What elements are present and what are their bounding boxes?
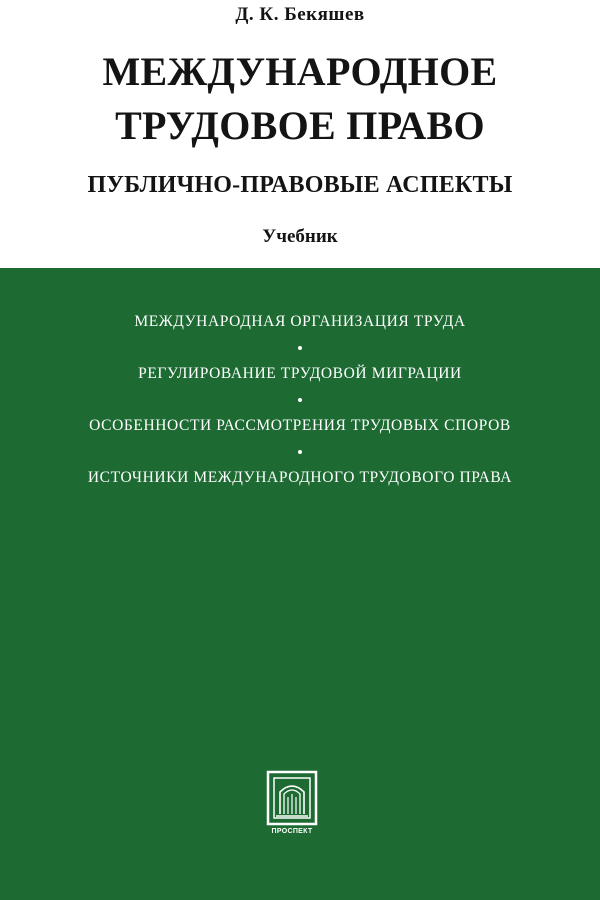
book-title-line-1: МЕЖДУНАРОДНОЕ — [102, 49, 498, 94]
bullet-separator-icon — [0, 332, 600, 364]
book-genre: Учебник — [262, 226, 338, 247]
bullet-separator-icon — [0, 384, 600, 416]
cover-green-panel — [0, 268, 600, 900]
book-subtitle: ПУБЛИЧНО-ПРАВОВЫЕ АСПЕКТЫ — [87, 172, 513, 198]
publisher-logo — [262, 768, 322, 840]
bullet-separator-icon — [0, 436, 600, 468]
publisher-building-icon — [262, 768, 322, 828]
topic-item: МЕЖДУНАРОДНАЯ ОРГАНИЗАЦИЯ ТРУДА — [134, 313, 466, 330]
author-name: Д. К. Бекяшев — [235, 4, 365, 25]
cover-header — [0, 0, 600, 268]
publisher-name: ПРОСПЕКТ — [271, 828, 313, 835]
topic-item: РЕГУЛИРОВАНИЕ ТРУДОВОЙ МИГРАЦИИ — [138, 365, 462, 382]
book-title-line-2: ТРУДОВОЕ ПРАВО — [115, 103, 485, 148]
topic-item: ИСТОЧНИКИ МЕЖДУНАРОДНОГО ТРУДОВОГО ПРАВА — [87, 469, 513, 486]
topic-item: ОСОБЕННОСТИ РАССМОТРЕНИЯ ТРУДОВЫХ СПОРОВ — [89, 417, 511, 434]
topic-list — [0, 312, 600, 488]
